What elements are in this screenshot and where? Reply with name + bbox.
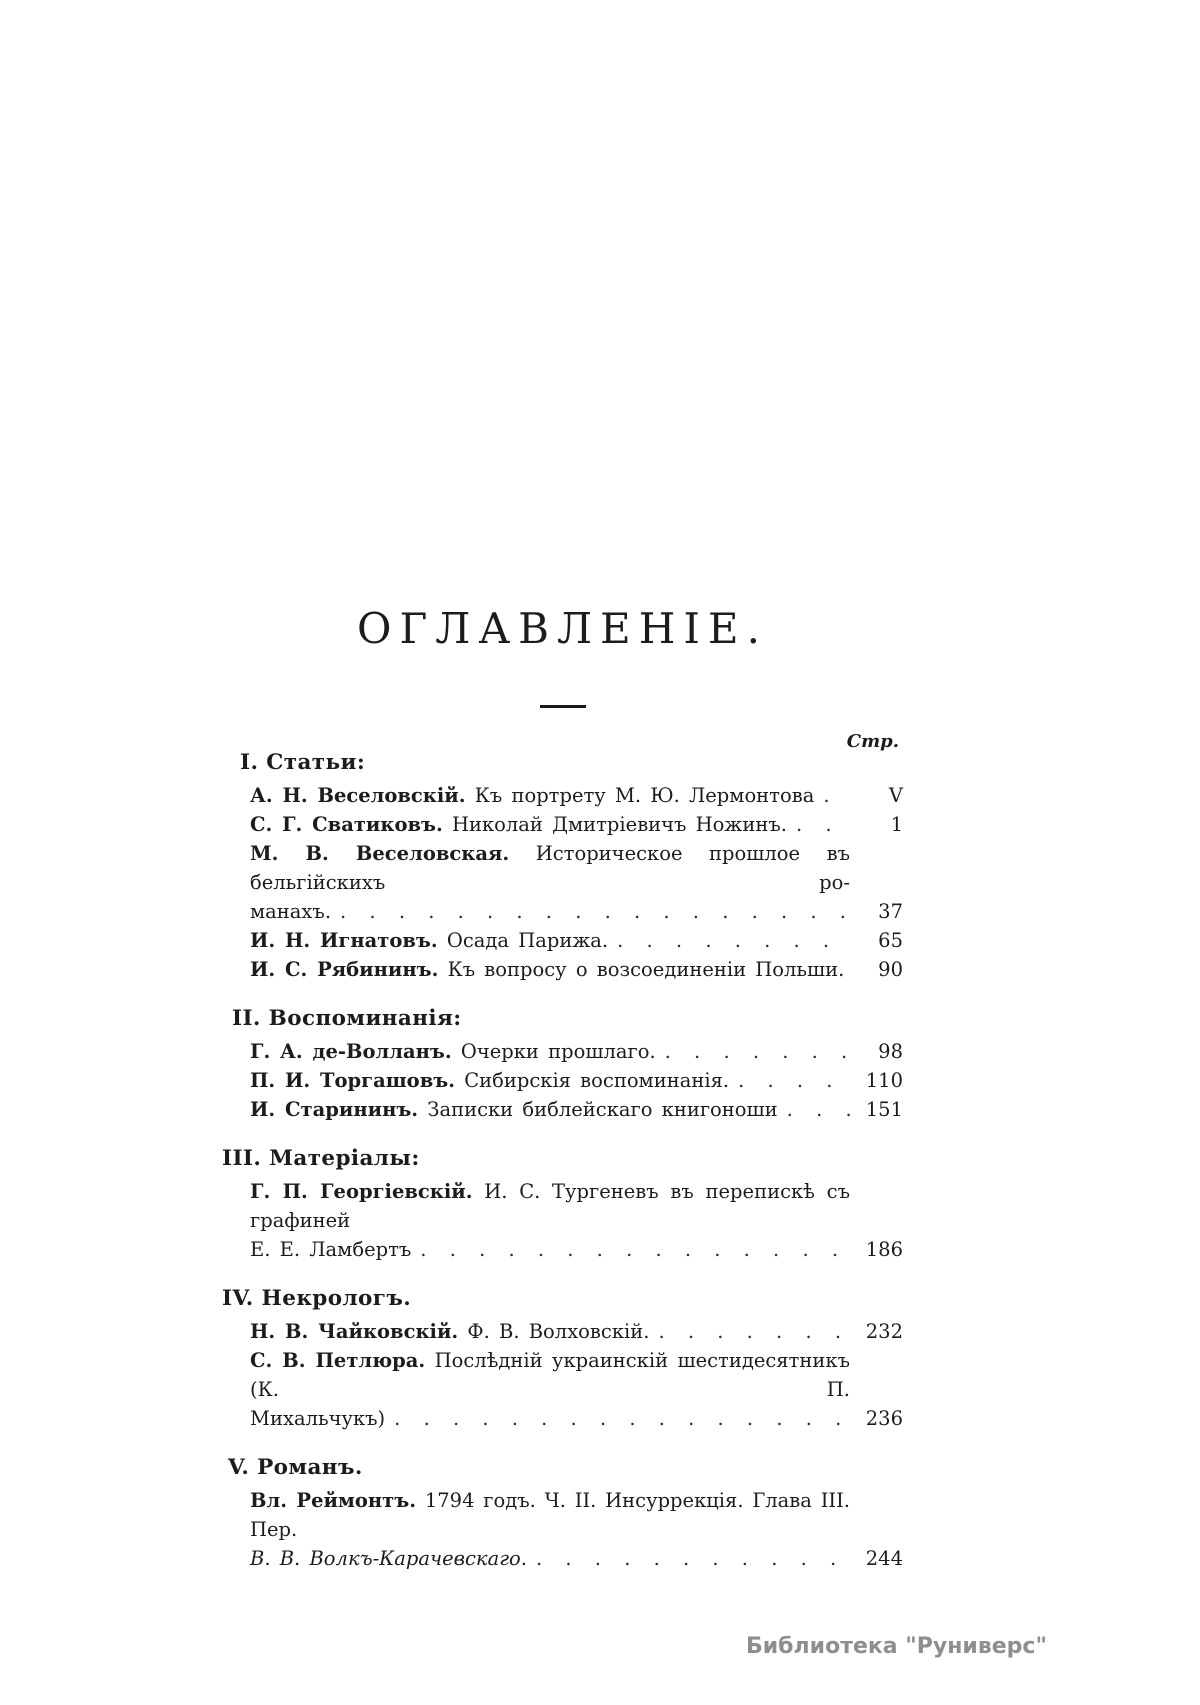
- entry-title: Къ вопросу о возсоединеніи Польши.: [447, 958, 845, 981]
- entry-first-line: [250, 1346, 850, 1404]
- entry-page-number: 232: [865, 1320, 903, 1343]
- page-title: ОГЛАВЛЕНІЕ.: [357, 604, 768, 653]
- title-divider: [540, 705, 586, 708]
- entry-page-number: 110: [865, 1069, 903, 1092]
- entry-author: Н. В. Чайковскій.: [250, 1320, 459, 1343]
- section-entries: [222, 1177, 903, 1264]
- entry-title: Ф. В. Волховскій.: [467, 1320, 650, 1343]
- entry-page-number: V: [888, 784, 903, 807]
- entry-author: И. Старининъ.: [250, 1098, 419, 1121]
- entry-page-number: 37: [878, 900, 903, 923]
- entry-continuation: Е. Е. Ламбертъ: [250, 1238, 412, 1261]
- entry-title: 1794 годъ. Ч. II. Инсуррекція. Глава III. Пер.: [250, 1489, 851, 1541]
- entry-page-number: 186: [865, 1238, 903, 1261]
- section-entries: [222, 781, 903, 984]
- entry-title: Осада Парижа.: [446, 929, 609, 952]
- toc-entry: [250, 1066, 903, 1095]
- toc-entry: [250, 1317, 903, 1346]
- entry-title: Записки библейскаго книгоноши: [427, 1098, 778, 1121]
- entry-author: А. Н. Веселовскій.: [250, 784, 466, 807]
- dot-leader: [331, 897, 851, 926]
- page-column-header: Стр.: [846, 731, 899, 752]
- toc-entry: [222, 1486, 903, 1573]
- toc-entry: [250, 955, 903, 984]
- entry-title: Послѣдній украинскій шестидесятникъ (К. П.: [250, 1349, 850, 1401]
- dot-leader: [729, 1066, 851, 1095]
- entry-page-number: 65: [878, 929, 903, 952]
- entry-title: Историческое прошлое въ бельгійскихъ ро-: [250, 842, 851, 894]
- entry-author: Г. П. Георгіевскій.: [250, 1180, 473, 1203]
- section-heading: IV. Некрологъ.: [222, 1286, 412, 1311]
- entry-first-line: [250, 839, 850, 897]
- dot-leader: [527, 1544, 851, 1573]
- section-entries: [222, 1037, 903, 1124]
- dot-leader: [411, 1235, 851, 1264]
- toc-section-obituaries: [222, 1286, 903, 1433]
- entry-continuation: манахъ.: [250, 900, 332, 923]
- entry-author: С. В. Петлюра.: [250, 1349, 426, 1372]
- section-heading: V. Романъ.: [228, 1455, 363, 1480]
- entry-page-number: 98: [878, 1040, 903, 1063]
- toc-entry: [250, 926, 903, 955]
- entry-page-number: 90: [878, 958, 903, 981]
- entry-continuation-line: [250, 1404, 903, 1433]
- toc-entry: [250, 1037, 903, 1066]
- dot-leader: [844, 955, 851, 984]
- toc-section-novel: [222, 1455, 903, 1573]
- toc-entry: [250, 1095, 903, 1124]
- entry-continuation: Михальчукъ): [250, 1407, 386, 1430]
- entry-title: Николай Дмитріевичъ Ножинъ.: [451, 813, 787, 836]
- dot-leader: [649, 1317, 851, 1346]
- dot-leader: [656, 1037, 851, 1066]
- dot-leader: [787, 810, 851, 839]
- entry-page-number: 236: [865, 1407, 903, 1430]
- entry-continuation: В. В. Волкъ-Карачевскаго.: [250, 1547, 528, 1570]
- entry-title: И. С. Тургеневъ въ перепискѣ съ графиней: [250, 1180, 850, 1232]
- toc-section-memoirs: [222, 1006, 903, 1124]
- toc-content: [222, 0, 903, 1573]
- entry-page-number: 151: [865, 1098, 903, 1121]
- toc-entry: [222, 1177, 903, 1264]
- section-entries: [222, 1486, 903, 1573]
- dot-leader: [608, 926, 851, 955]
- section-heading: III. Матеріалы:: [222, 1146, 420, 1171]
- toc-entry: [250, 781, 903, 810]
- toc-section-materials: [222, 1146, 903, 1264]
- entry-page-number: 1: [890, 813, 903, 836]
- toc-entry: [222, 1346, 903, 1433]
- entry-continuation-line: [250, 897, 903, 926]
- entry-first-line: [250, 1486, 850, 1544]
- entry-author: Г. А. де-Волланъ.: [250, 1040, 452, 1063]
- toc-entry: [222, 839, 903, 926]
- section-heading: II. Воспоминанія:: [232, 1006, 462, 1031]
- section-heading: I. Статьи:: [240, 750, 366, 775]
- entry-author: И. С. Рябининъ.: [250, 958, 439, 981]
- entry-page-number: 244: [865, 1547, 903, 1570]
- dot-leader: [814, 781, 851, 810]
- entry-continuation-line: [250, 1235, 903, 1264]
- entry-title: Очерки прошлаго.: [460, 1040, 656, 1063]
- toc-entry: [250, 810, 903, 839]
- dot-leader: [778, 1095, 851, 1124]
- entry-title: Къ портрету М. Ю. Лермонтова: [474, 784, 815, 807]
- dot-leader: [385, 1404, 851, 1433]
- entry-continuation-line: [250, 1544, 903, 1573]
- entry-first-line: [250, 1177, 850, 1235]
- entry-author: И. Н. Игнатовъ.: [250, 929, 438, 952]
- entry-title: Сибирскія воспоминанія.: [464, 1069, 730, 1092]
- section-entries: [222, 1317, 903, 1433]
- entry-author: Вл. Реймонтъ.: [250, 1489, 417, 1512]
- entry-author: С. Г. Сватиковъ.: [250, 813, 443, 836]
- entry-author: М. В. Веселовская.: [250, 842, 510, 865]
- watermark: Библиотека "Руниверс": [746, 1634, 1047, 1659]
- entry-author: П. И. Торгашовъ.: [250, 1069, 455, 1092]
- toc-section-articles: [222, 750, 903, 984]
